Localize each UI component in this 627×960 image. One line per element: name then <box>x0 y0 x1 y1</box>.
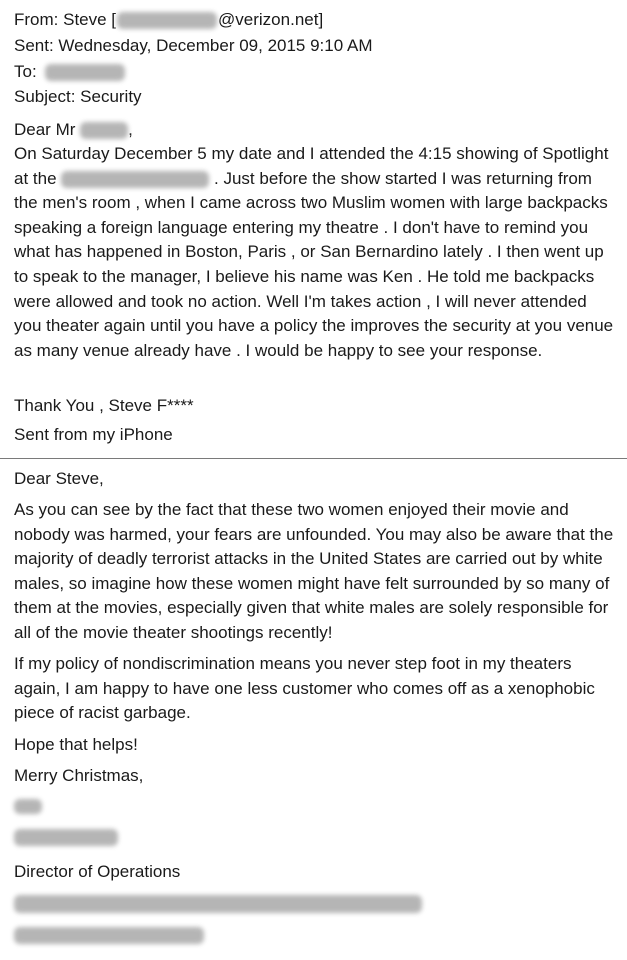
from-domain: @verizon.net] <box>218 10 324 29</box>
redacted-signature-name <box>14 799 42 814</box>
email-signoff: Thank You , Steve F**** <box>14 396 194 415</box>
redacted-name <box>80 122 128 139</box>
email-device-signature: Sent from my iPhone <box>14 425 173 444</box>
reply-line-hope: Hope that helps! <box>14 735 138 754</box>
from-line <box>14 8 323 32</box>
sent-line: Sent: Wednesday, December 09, 2015 9:10 AM <box>14 36 373 55</box>
greeting-comma: , <box>128 120 133 139</box>
reply-paragraph-2: If my policy of nondiscrimination means you never step foot in my theaters again, I am happy to have one less customer who comes off as a xenophobic piece of racist garbage. <box>14 654 595 723</box>
email-body <box>14 142 617 363</box>
redacted-email-address <box>14 927 204 944</box>
from-label: From: Steve [ <box>14 10 117 29</box>
redacted-theatre <box>61 171 209 188</box>
redacted-signature-fullname <box>14 829 118 846</box>
reply-paragraph-1: As you can see by the fact that these two women enjoyed their movie and nobody was harmed, your fears are unfounded. You may also be aware that the majority of deadly terrorist attacks in the United States are carried out by white males, so imagine how these women might have felt surrounded by so many of them at the movies, especially given that white males are solely responsible for all of the movie theater shootings recently! <box>14 500 614 642</box>
to-line <box>14 60 125 84</box>
reply-signature-title: Director of Operations <box>14 862 181 881</box>
reply-greeting: Dear Steve, <box>14 469 104 488</box>
email-body-start: On Saturday December 5 my date and I attended the 4:15 showing of Spotlight at the <box>14 144 609 188</box>
subject-line: Subject: Security <box>14 87 142 106</box>
email-greeting <box>14 118 133 142</box>
email-body-rest: . Just before the show started I was returning from the men's room , when I came across two Muslim women with large backpacks speaking a foreign language entering my theatre . I don't have to remind you what has happened in Boston, Paris , or San Bernardino lately . I then went up to speak to the manager, I believe his name was Ken . He told me backpacks were allowed and took no action. Well I'm takes action , I will never attended you theater again until you have a policy the improves the security at you venue as many venue already have . I would be happy to see your response. <box>14 168 614 360</box>
to-label: To: <box>14 62 37 81</box>
redacted-company-names <box>14 895 422 913</box>
greeting-text: Dear Mr <box>14 120 76 139</box>
redacted-recipient <box>45 64 125 81</box>
reply-closing: Merry Christmas, <box>14 766 144 785</box>
reply-divider <box>0 458 627 459</box>
redacted-sender <box>117 12 217 29</box>
